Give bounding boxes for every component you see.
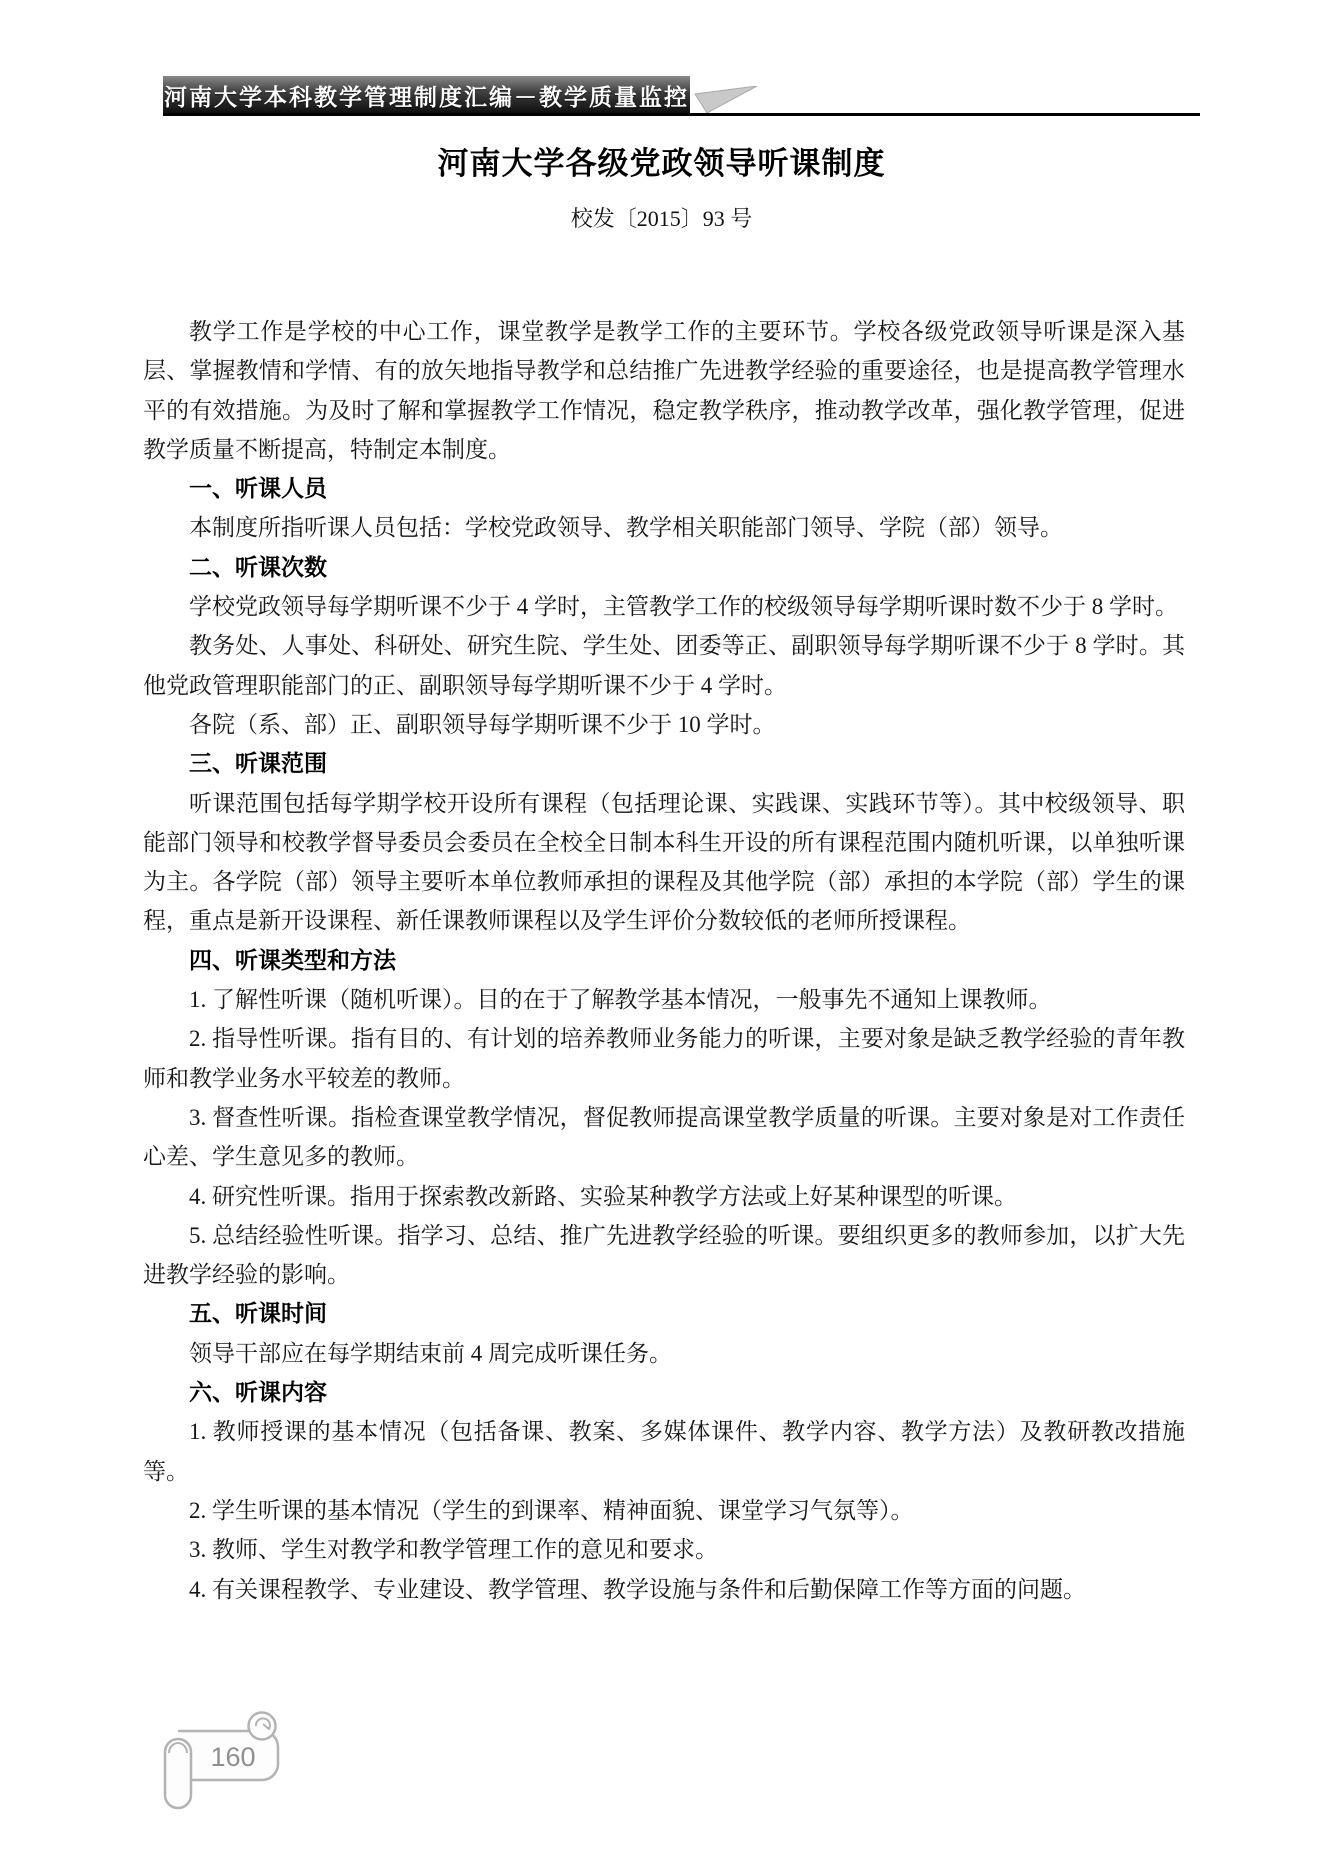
section-1-heading: 一、听课人员: [189, 475, 327, 502]
pennant-icon: [693, 86, 759, 114]
section-4-paragraph: 1. 了解性听课（随机听课）。目的在于了解教学基本情况，一般事先不通知上课教师。: [189, 987, 1052, 1013]
section-6-paragraph: 1. 教师授课的基本情况（包括备课、教案、多媒体课件、教学内容、教学方法）及教研教改措施等。: [143, 1419, 1185, 1484]
section-4-heading: 四、听课类型和方法: [189, 946, 396, 973]
section-4-paragraph: 3. 督查性听课。指检查课堂教学情况，督促教师提高课堂教学质量的听课。主要对象是对工作责任心差、学生意见多的教师。: [143, 1104, 1185, 1170]
section-6-paragraph: 2. 学生听课的基本情况（学生的到课率、精神面貌、课堂学习气氛等）。: [189, 1497, 914, 1523]
section-2-paragraph: 学校党政领导每学期听课不少于 4 学时，主管教学工作的校级领导每学期听课时数不少于 8 学时。: [189, 594, 1178, 620]
intro-paragraph: 教学工作是学校的中心工作，课堂教学是教学工作的主要环节。学校各级党政领导听课是深入基层、掌握教情和学情、有的放矢地指导教学和总结推广先进教学经验的重要途径，也是提高教学管理水平的有效措施。为及时了解和掌握教学工作情况，稳定教学秩序，推动教学改革，强化教学管理，促进教学质量不断提高，特制定本制度。: [143, 319, 1185, 462]
section-5-heading: 五、听课时间: [189, 1300, 327, 1327]
section-2-heading: 二、听课次数: [189, 553, 327, 580]
document-number: 校发〔2015〕93 号: [570, 206, 753, 231]
section-1-paragraph: 本制度所指听课人员包括：学校党政领导、教学相关职能部门领导、学院（部）领导。: [189, 515, 1063, 541]
section-3-heading: 三、听课范围: [189, 750, 327, 777]
section-4-paragraph: 4. 研究性听课。指用于探索教改新路、实验某种教学方法或上好某种课型的听课。: [189, 1183, 1017, 1209]
section-4-paragraph: 5. 总结经验性听课。指学习、总结、推广先进教学经验的听课。要组织更多的教师参加，以扩大先进教学经验的影响。: [143, 1222, 1185, 1288]
page-number: 160: [210, 1742, 256, 1772]
header-banner: [163, 76, 690, 114]
section-6-heading: 六、听课内容: [189, 1379, 327, 1406]
header-rule: [163, 113, 1200, 116]
section-3-paragraph: 听课范围包括每学期学校开设所有课程（包括理论课、实践课、实践环节等）。其中校级领导、职能部门领导和校教学督导委员会委员在全校全日制本科生开设的所有课程范围内随机听课，以单独听课为主。各学院（部）领导主要听本单位教师承担的课程及其他学院（部）承担的本学院（部）学生的课程，重点是新开设课程、新任课教师课程以及学生评价分数较低的老师所授课程。: [143, 790, 1185, 934]
header-banner-text: 河南大学本科教学管理制度汇编－教学质量监控: [164, 84, 689, 110]
section-6-paragraph: 4. 有关课程教学、专业建设、教学管理、教学设施与条件和后勤保障工作等方面的问题。: [189, 1576, 1086, 1602]
section-4-paragraph: 2. 指导性听课。指有目的、有计划的培养教师业务能力的听课，主要对象是缺乏教学经验的青年教师和教学业务水平较差的教师。: [143, 1026, 1185, 1091]
page-title: 河南大学各级党政领导听课制度: [437, 146, 886, 181]
section-5-paragraph: 领导干部应在每学期结束前 4 周完成听课任务。: [189, 1340, 672, 1366]
section-2-paragraph: 各院（系、部）正、副职领导每学期听课不少于 10 学时。: [189, 711, 776, 737]
section-2-paragraph: 教务处、人事处、科研处、研究生院、学生处、团委等正、副职领导每学期听课不少于 8 学时。其他党政管理职能部门的正、副职领导每学期听课不少于 4 学时。: [143, 633, 1185, 698]
document-body: [143, 312, 1185, 1609]
section-6-paragraph: 3. 教师、学生对教学和教学管理工作的意见和要求。: [189, 1537, 718, 1563]
